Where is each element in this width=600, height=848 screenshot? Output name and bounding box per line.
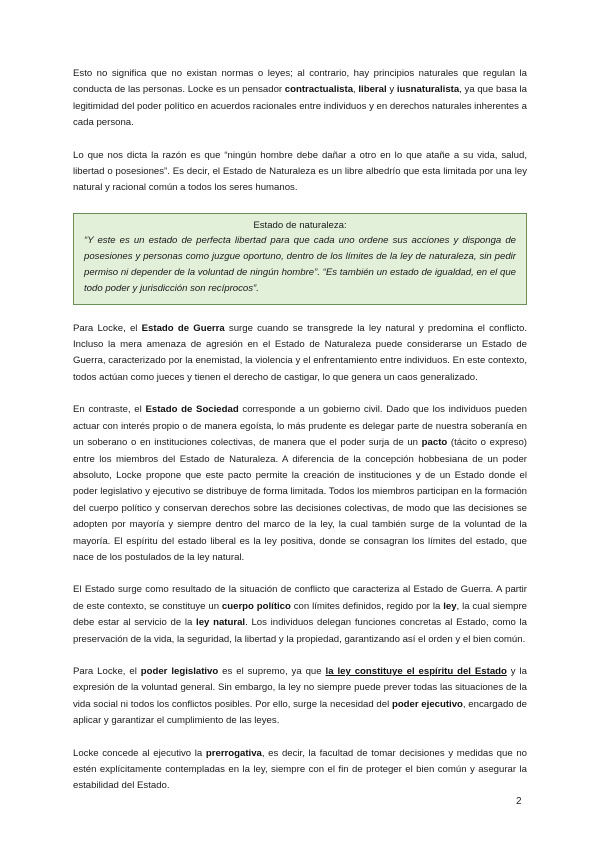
term-pacto: pacto bbox=[421, 437, 448, 449]
paragraph-prerrogativa: Locke concede al ejecutivo la prerrogativa, es decir, la facultad de tomar decisiones y medidas que no estén explícitamente contempladas en la ley, siempre con el fin de proteger el bien común y asegurar la estabilidad del Estado. bbox=[73, 747, 527, 792]
page-number: 2 bbox=[516, 796, 522, 807]
term-cuerpo-politico: cuerpo político bbox=[221, 600, 291, 612]
term-contractualista: contractualista bbox=[284, 84, 354, 96]
term-ley-natural: ley natural bbox=[196, 617, 246, 629]
term-prerrogativa: prerrogativa bbox=[205, 747, 262, 759]
term-estado-de-sociedad: Estado de Sociedad bbox=[145, 404, 239, 416]
term-liberal: liberal bbox=[358, 84, 387, 96]
term-poder-legislativo: poder legislativo bbox=[140, 665, 219, 677]
term-ley: ley bbox=[443, 600, 457, 612]
paragraph-estado-guerra: Para Locke, el Estado de Guerra surge cuando se transgrede la ley natural y predomina el conflicto. Incluso la mera amenaza de agresión en el Estado de Naturaleza puede considerarse un Estado de Guerra, caracterizado por la enemistad, la violencia y el enfrentamiento entre individuos. En este contexto, todos actúan como jueces y tienen el derecho de castigar, lo que genera un caos generalizado. bbox=[73, 322, 527, 383]
term-estado-de-guerra: Estado de Guerra bbox=[141, 322, 225, 334]
paragraph-estado-sociedad: En contraste, el Estado de Sociedad corresponde a un gobierno civil. Dado que los individuos pueden actuar con interés propio o de manera egoísta, lo más prudente es delegar parte de nuestra soberanía en un soberano o en instituciones colectivas, de manera que el poder surja de un pacto (tácito o expreso) entre los miembros del Estado de Naturaleza. A diferencia de la concepción hobbesiana de un poder absoluto, Locke propone que este pacto permite la creación de instituciones y de un Estado donde el poder legislativo y ejecutivo se distribuye de forma limitada. Todos los miembros participan en la formación del cuerpo político y conservan derechos sobre las decisiones colectivas, de modo que las decisiones se adopten por mayoría y siempre dentro del marco de la ley, la cual también surge de la voluntad de la mayoría. El espíritu del estado liberal es la ley positiva, donde se consagran los límites del estado, que nace de los postulados de la ley natural. bbox=[73, 404, 527, 563]
term-ley-espiritu-estado: la ley constituye el espíritu del Estado bbox=[325, 665, 507, 677]
paragraph-locke-thinker: Esto no significa que no existan normas o leyes; al contrario, hay principios naturales que regulan la conducta de las personas. Locke es un pensador contractualista, liberal y iusnaturalista, ya que basa la legitimidad del poder político en acuerdos racionales entre individuos y en derechos naturales inherentes a cada persona. bbox=[73, 68, 527, 129]
paragraph-poder-legislativo: Para Locke, el poder legislativo es el supremo, ya que la ley constituye el espíritu del Estado y la expresión de la voluntad general. Sin embargo, la ley no siempre puede prever todas las situaciones de la vida social ni todos los conflictos posibles. Por ello, surge la necesidad del poder ejecutivo, encargado de aplicar y garantizar el cumplimiento de las leyes. bbox=[73, 665, 528, 727]
quote-text: “Y este es un estado de perfecta libertad para que cada uno ordene sus acciones y disponga de posesiones y personas como juzgue oportuno, dentro de los límites de la ley de naturaleza, sin pedir permiso ni depender de la voluntad de ningún hombre”. “Es también un estado de igualdad, en el que todo poder y jurisdicción son recíprocos”. bbox=[84, 234, 516, 295]
quote-title: Estado de naturaleza: bbox=[253, 219, 347, 231]
term-iusnaturalista: iusnaturalista bbox=[396, 84, 460, 96]
paragraph-estado-surge: El Estado surge como resultado de la situación de conflicto que caracteriza al Estado de Guerra. A partir de este contexto, se constituye un cuerpo político con límites definidos, regido por la ley, la cual siempre debe estar al servicio de la ley natural. Los individuos delegan funciones concretas al Estado, como la preservación de la vida, la seguridad, la libertad y la propiedad, garantizando así el orden y el bien común. bbox=[73, 584, 527, 645]
quote-box-estado-naturaleza bbox=[73, 213, 527, 305]
paragraph-reason: Lo que nos dicta la razón es que “ningún hombre debe dañar a otro en lo que atañe a su vida, salud, libertad o posesiones”. Es decir, el Estado de Naturaleza es un libre albedrío que esta limitada por una ley natural y racional común a todos los seres humanos. bbox=[73, 149, 527, 194]
page-body bbox=[73, 66, 527, 811]
term-poder-ejecutivo: poder ejecutivo bbox=[391, 698, 463, 710]
